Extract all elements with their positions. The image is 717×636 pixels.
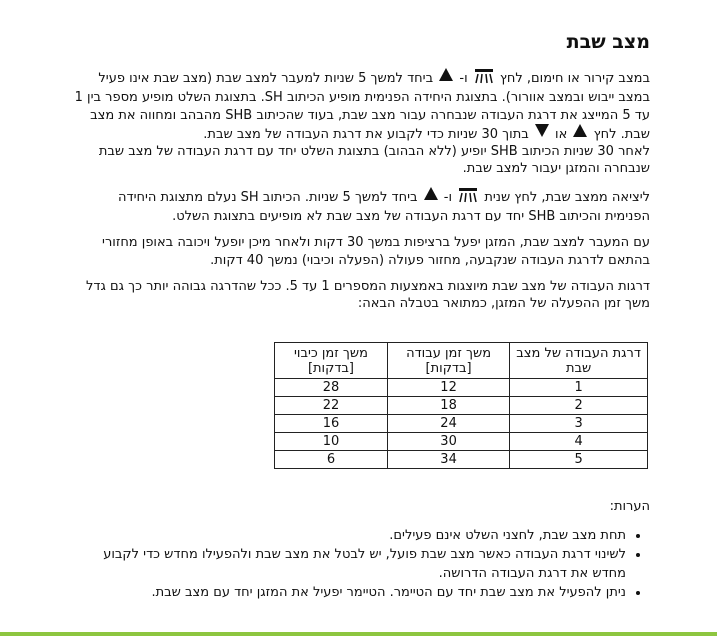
table-cell: 30 [387, 433, 509, 451]
table-cell: 34 [387, 451, 509, 469]
table-cell: 4 [510, 433, 648, 451]
notes-title: הערות: [609, 499, 650, 514]
table-row [275, 433, 648, 451]
table-header-row [275, 343, 648, 379]
list-item: • תחת מצב שבת, לחצני השלט אינם פעילים. [72, 526, 626, 545]
table-cell: 2 [510, 397, 648, 415]
triangle-down-icon [535, 124, 549, 137]
table-cell: 6 [275, 451, 388, 469]
sabbath-levels-table [274, 342, 648, 469]
table-cell: 22 [275, 397, 388, 415]
text-span: או [555, 126, 568, 142]
text-span: ביחד למשך 5 שניות. הכיתוב SH נעלם מתצוגת היחידה הפנימית והכיתוב SHB יחד עם דרגת העבודה של מצב שבת לא מופיעים בתצוגת השלט. [117, 189, 650, 225]
table-cell: 10 [275, 433, 388, 451]
table-cell: 28 [275, 379, 388, 397]
list-item: • לשינוי דרגת העבודה כאשר מצב שבת פועל, יש לבטל את מצב שבת ולהפעילו מחדש כדי לקבוע מחדש את דרגת העבודה הדרושה. [72, 545, 626, 583]
table-header-work-time: משך זמן עבודה [בדקות] [387, 343, 509, 379]
footer-divider [0, 632, 717, 636]
paragraph-enter-sabbath [72, 68, 650, 143]
table-cell: 12 [387, 379, 509, 397]
triangle-up-icon [439, 68, 453, 81]
list-item: • ניתן להפעיל את מצב שבת יחד עם הטיימר. הטיימר יפעיל את המזגן יחד עם מצב שבת. [72, 583, 626, 602]
notes-list [72, 526, 650, 602]
table-cell: 16 [275, 415, 388, 433]
table-header-level: דרגת העבודה של מצב שבת [510, 343, 648, 379]
paragraph-levels: דרגות העבודה של מצב שבת מיוצגות באמצעות המספרים 1 עד 5. ככל שהדרגה גבוהה יותר כך גם גדל משך זמן ההפעלה של המזגן, כמתואר בטבלה הבאה: [86, 278, 650, 312]
fan-icon [458, 188, 478, 208]
text-span: ו- [443, 189, 453, 205]
text-span: ליציאה ממצב שבת, לחץ שנית [484, 189, 650, 205]
table-header-off-time: משך זמן כיבוי [בדקות] [275, 343, 388, 379]
table-cell: 18 [387, 397, 509, 415]
triangle-up-icon [573, 124, 587, 137]
text-span: ו- [459, 71, 468, 86]
table-row [275, 379, 648, 397]
table-cell: 24 [387, 415, 509, 433]
paragraph-exit-sabbath [72, 187, 650, 226]
notes-section [72, 497, 650, 602]
triangle-up-icon [424, 187, 438, 200]
text-span: בתוך 30 שניות כדי לקבוע את דרגת העבודה של מצב שבת. [203, 126, 529, 142]
table-cell: 5 [510, 451, 648, 469]
fan-icon [474, 69, 494, 89]
text-span: במצב קירור או חימום, לחץ [499, 71, 650, 86]
text-span: ביחד למשך 5 שניות למעבר למצב שבת (מצב שבת אינו פעיל במצב ייבוש ובמצב אוורור). בתצוגת היחידה הפנימית מופיע הכיתוב SH. בתצוגת השלט מופיע מספר בין 1 עד 5 המייצג את דרגת העבודה שנבחרה עבור מצב שבת, בעוד שהכיתוב SHB מהבהב ומחווה את מצב שבת. לחץ [74, 71, 650, 142]
table-row [275, 415, 648, 433]
table-row [275, 397, 648, 415]
paragraph-after-30-sec: לאחר 30 שניות הכיתוב SHB יופיע (ללא הבהוב) בתצוגת השלט יחד עם דרגת העבודה של מצב שבת שנבחרה והמזגן יעבור למצב שבת. [98, 144, 650, 177]
table-row [275, 451, 648, 469]
paragraph-cycle: עם המעבר למצב שבת, המזגן יפעל ברציפות במשך 30 דקות ולאחר מיכן יופעל ויכובה באופן מחזורי בהתאם לדרגת העבודה שנקבעה, מחזור פעולה (הפעלה וכיבוי) נמשך 40 דקות. [102, 235, 650, 268]
table-cell: 3 [510, 415, 648, 433]
content [72, 30, 650, 313]
table-cell: 1 [510, 379, 648, 397]
page-title: מצב שבת [566, 31, 650, 53]
